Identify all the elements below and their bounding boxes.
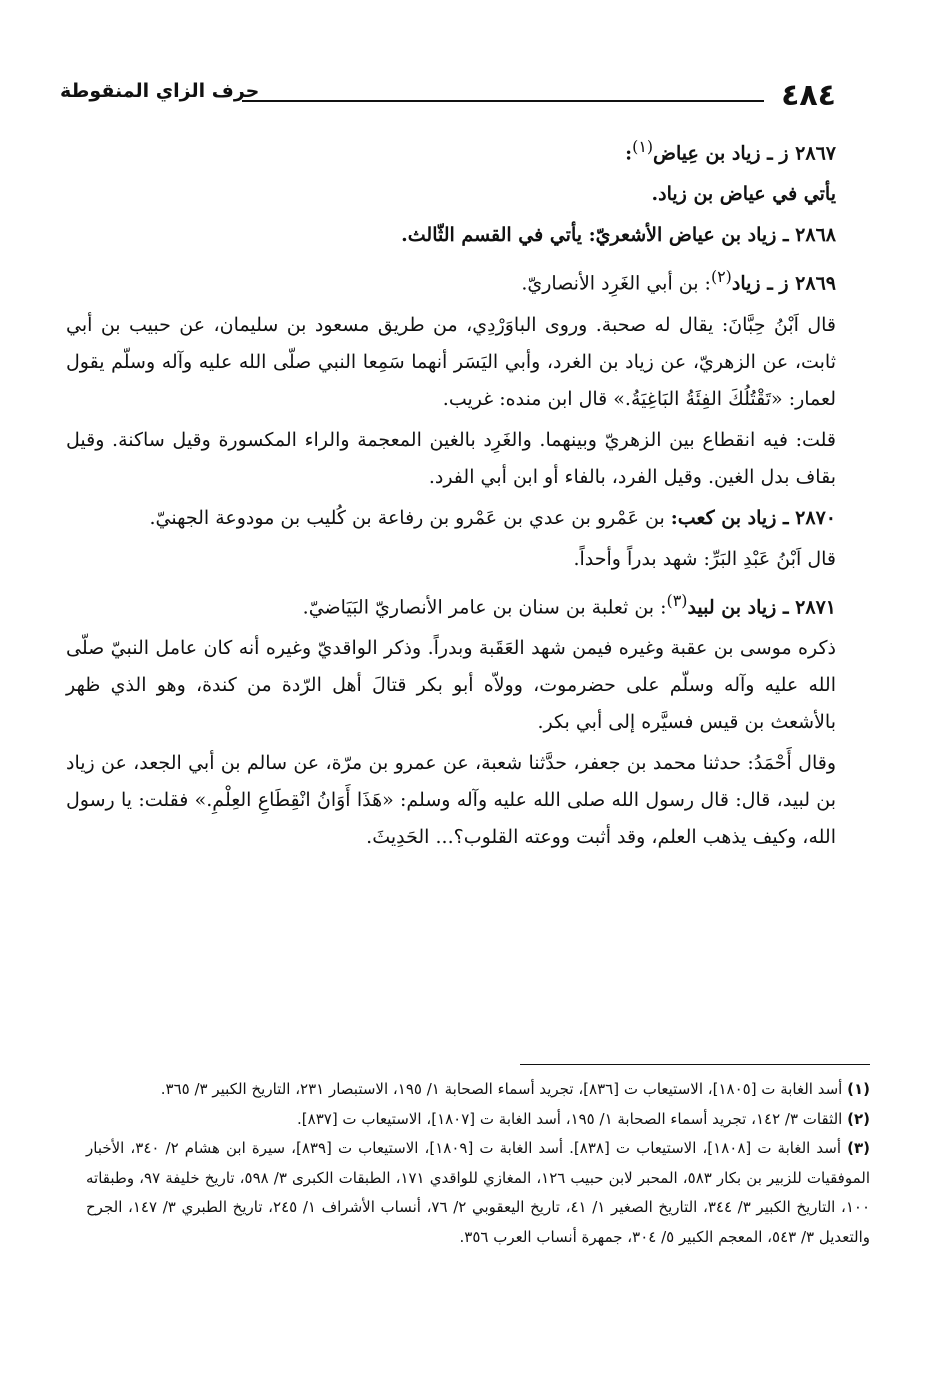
footnote-number: (٣) [847,1139,870,1157]
running-title: حرف الزاي المنقوطة [60,80,260,102]
entry-text: يأتي في عياض بن زياد. [651,183,836,206]
entry-2867 [66,128,836,172]
paragraph-ibn-hibban [66,307,836,418]
paragraph-text: قلت: فيه انقطاع بين الزهريّ وبينهما. والغَرِد بالغين المعجمة والراء المكسورة وقيل ساكنة. وقيل بقاف بدل الغين. وقيل الفرد، بالفاء أو ابن أبي الفرد. [66,428,836,488]
entry-head: ٢٨٧٠ ـ زياد بن كعب: [670,506,836,529]
footnote-marker: (٣) [666,590,688,610]
entry-2867-note [66,176,836,213]
entry-text: : بن ثعلبة بن سنان بن عامر الأنصاريّ البَيَاضيّ. [302,595,667,618]
footnote-2 [86,1105,870,1135]
footnote-number: (٢) [847,1109,870,1128]
footnote-text: أسد الغابة ت [١٨٠٨]، الاستيعاب ت [٨٣٨]. أسد الغابة ت [١٨٠٩]، الاستيعاب ت [٨٣٩]، سيرة ابن هشام ٢/ ٣٤٠، الأخبار الموفقيات للزبير بن بكار ٥٨٣، المحبر لابن حبيب ١٢٦، المغازي للواقدي ١٧١، الطبقات الكبرى ٣/ ٥٩٨، تاريخ خليفة ٩٧، وطبقاته ١٠٠، التاريخ الكبير ٣/ ٣٤٤، التاريخ الصغير ١/ ٤١، تاريخ اليعقوبي ٢/ ٧٦، أنساب الأشراف ١/ ٢٤٥، تاريخ الطبري ٣/ ١٤٧، الجرح والتعديل ٣/ ٥٤٣، المعجم الكبير ٥/ ٣٠٤، جمهرة أنساب العرب ٣٥٦. [86,1139,871,1246]
footnotes [86,1075,870,1252]
footnote-number: (١) [847,1080,870,1098]
entry-head: ٢٨٦٧ ز ـ زياد بن عِياض [653,142,836,165]
paragraph-qultu [66,422,836,496]
paragraph-text: ذكره موسى بن عقبة وغيره فيمن شهد العَقَبة وبدراً. وذكر الواقديّ وغيره أنه كان عامل النبيّ صلّى الله عليه وآله وسلّم على حضرموت، وولاّه أبو بكر قتالَ أهل الرّدة من كندة، وهو الذي ظهر بالأشعث بن قيس فسيَّره إلى أبي بكر. [66,636,836,733]
paragraph-text: قال اَبْنُ حِبَّانَ: يقال له صحبة. وروى الباوَرْدِي، من طريق مسعود بن سليمان، عن حبيب بن أبي ثابت، عن الزهريّ، عن زياد بن الغرد، وأبي اليَسَر أنهما سَمِعا النبي صلّى الله عليه وآله وسلّم يقول لعمار: «تَقْتُلُكَ الفِئَةُ البَاغِيَةُ.» قال ابن منده: غريب. [66,313,836,410]
paragraph-ibn-abd-albarr [66,541,836,578]
footnote-marker: (٢) [710,267,732,287]
page-number: ٤٨٤ [781,78,836,113]
footnote-3 [86,1134,870,1252]
paragraph-text: قال اَبْنُ عَبْدِ البَرِّ: شهد بدراً وأحداً. [573,547,836,570]
footnote-text: الثقات ٣/ ١٤٢، تجريد أسماء الصحابة ١/ ١٩٥، أسد الغابة ت [١٨٠٧]، الاستيعاب ت [٨٣٧]. [297,1109,843,1128]
paragraph-text: وقال أَحْمَدُ: حدثنا محمد بن جعفر، حدَّثنا شعبة، عن عمرو بن مرّة، عن سالم بن أبي الجعد، عن زياد بن لبيد، قال: قال رسول الله صلى الله عليه وآله وسلم: «هَذَا أَوَانُ انْقِطَاعِ العِلْمِ.» فقلت: يا رسول الله، وكيف يذهب العلم، وقد أثبت ووعته القلوب؟... الحَدِيثَ. [66,751,836,848]
entry-2869 [66,258,836,302]
footnote-1 [86,1075,870,1105]
paragraph-ahmad-hadith [66,745,836,856]
entry-head: ٢٨٦٩ ز ـ زياد [731,272,836,295]
header-rule [242,100,764,102]
main-text [66,128,836,860]
entry-text: : [625,142,633,165]
footnote-marker: (١) [632,137,654,156]
entry-2871 [66,582,836,626]
footnote-rule [520,1064,870,1065]
entry-head: ٢٨٦٨ ـ زياد بن عياض الأشعريّ: يأتي في القسم الثّالث. [401,224,836,247]
entry-2870 [66,500,836,537]
footnote-text: أسد الغابة ت [١٨٠٥]، الاستيعاب ت [٨٣٦]، تجريد أسماء الصحابة ١/ ١٩٥، الاستبصار ٢٣١، التاريخ الكبير ٣/ ٣٦٥. [160,1080,843,1098]
entry-head: ٢٨٧١ ـ زياد بن لبيد [687,595,836,618]
page-header [60,78,836,122]
paragraph-musa-ibn-uqba [66,630,836,741]
entry-2868 [66,217,836,254]
entry-text: : بن أبي الغَرِد الأنصاريّ. [521,272,711,295]
entry-text: بن عَمْرو بن عدي بن عَمْرو بن رفاعة بن كُليب بن مودوعة الجهنيّ. [149,506,671,529]
